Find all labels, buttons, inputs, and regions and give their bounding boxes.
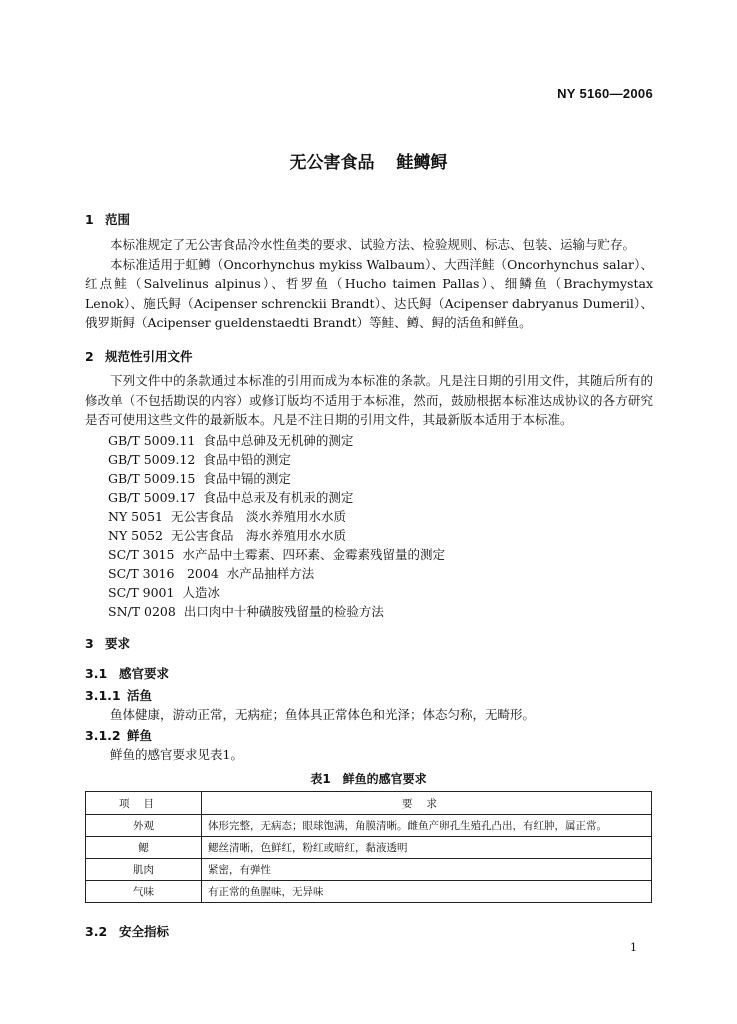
table-cell-requirement: 鳃丝清晰，色鲜红，粉红或暗红，黏液透明: [202, 837, 652, 859]
column-header-requirement: 要求: [202, 792, 652, 815]
section-number: 3: [85, 636, 94, 651]
section-title: 规范性引用文件: [105, 349, 193, 364]
table-row: [86, 815, 652, 837]
standard-number: NY 5160—2006: [557, 86, 653, 101]
reference-item: [108, 545, 445, 563]
section-title: 感官要求: [119, 666, 170, 681]
paragraph: 鱼体健康，游动正常，无病症；鱼体具正常体色和光泽；体态匀称，无畸形。: [110, 707, 536, 722]
reference-title: 食品中铅的测定: [203, 452, 291, 467]
section-number: 3.1.1: [85, 688, 121, 703]
reference-item: [108, 431, 353, 449]
reference-title: 水产品中土霉素、四环素、金霉素残留量的测定: [182, 547, 445, 562]
table-cell-requirement: 有正常的鱼腥味，无异味: [202, 881, 652, 903]
table-header-row: [86, 792, 652, 815]
reference-title: 食品中镉的测定: [203, 471, 291, 486]
table-cell-item: 鳃: [86, 837, 202, 859]
section-3-1-1-body: [85, 705, 653, 725]
reference-title: 食品中总汞及有机汞的测定: [203, 490, 354, 505]
section-1-heading: [85, 210, 130, 228]
sensory-requirements-table: [85, 791, 652, 903]
reference-item: [108, 507, 346, 525]
reference-code: SC/T 3016 2004: [108, 566, 219, 581]
reference-code: NY 5052: [108, 528, 163, 543]
section-title: 活鱼: [127, 688, 153, 703]
section-number: 3.1.2: [85, 728, 121, 743]
section-number: 3.2: [85, 924, 108, 939]
section-2-heading: [85, 347, 193, 365]
table-cell-item: 肌肉: [86, 859, 202, 881]
reference-title: 出口肉中十种磺胺残留量的检验方法: [183, 604, 384, 619]
table-row: [86, 837, 652, 859]
section-title: 范围: [105, 212, 131, 227]
reference-item: [108, 469, 291, 487]
reference-code: SC/T 3015: [108, 547, 175, 562]
page-number: 1: [630, 941, 637, 954]
reference-code: SC/T 9001: [108, 585, 175, 600]
table-row: [86, 859, 652, 881]
reference-code: SN/T 0208: [108, 604, 176, 619]
section-3-2-heading: [85, 922, 169, 940]
reference-code: GB/T 5009.15: [108, 471, 196, 486]
reference-title: 水产品抽样方法: [226, 566, 315, 581]
section-title: 鲜鱼: [127, 728, 153, 743]
section-3-1-1-heading: [85, 686, 152, 704]
reference-item: [108, 564, 314, 582]
section-title: 安全指标: [119, 924, 170, 939]
section-number: 3.1: [85, 666, 108, 681]
table-cell-requirement: 紧密，有弹性: [202, 859, 652, 881]
section-2-intro: [85, 371, 653, 430]
paragraph: 鲜鱼的感官要求见表1。: [110, 747, 243, 762]
reference-item: [108, 602, 384, 620]
section-3-1-2-body: [85, 745, 653, 765]
reference-title: 无公害食品 海水养殖用水水质: [170, 528, 346, 543]
reference-code: GB/T 5009.17: [108, 490, 196, 505]
paragraph: 下列文件中的条款通过本标准的引用而成为本标准的条款。凡是注日期的引用文件，其随后所有的修改单（不包括勘误的内容）或修订版均不适用于本标准，然而，鼓励根据本标准达成协议的各方研究是否可使用这些文件的最新版本。凡是不注日期的引用文件，其最新版本适用于本标准。: [85, 373, 653, 427]
table-cell-item: 外观: [86, 815, 202, 837]
reference-code: GB/T 5009.12: [108, 452, 196, 467]
column-header-item: 项目: [86, 792, 202, 815]
table-row: [86, 881, 652, 903]
table-cell-requirement: 体形完整，无病态；眼球饱满，角膜清晰。雌鱼产卵孔生殖孔凸出，有红肿，属正常。: [202, 815, 652, 837]
reference-title: 食品中总砷及无机砷的测定: [203, 433, 354, 448]
reference-item: [108, 488, 353, 506]
section-number: 1: [85, 212, 94, 227]
paragraph: 本标准规定了无公害食品冷水性鱼类的要求、试验方法、检验规则、标志、包装、运输与贮存。: [110, 237, 636, 252]
table-caption: 表1 鲜鱼的感官要求: [310, 772, 427, 786]
reference-item: [108, 583, 220, 601]
reference-title: 人造冰: [182, 585, 220, 600]
reference-item: [108, 450, 291, 468]
paragraph: 本标准适用于虹鳟（Oncorhynchus mykiss Walbaum）、大西洋鲑（Oncorhynchus salar）、红点鲑（Salvelinus alpinus）、哲罗鱼（Hucho taimen Pallas）、细鳞鱼（Brachymystax Lenok）、施氏鲟（Acipenser schrenckii Brandt）、达氏鲟（Acipenser dabryanus Dumeril）、俄罗斯鲟（Acipenser gueldenstaedti Brandt）等鲑、鳟、鲟的活鱼和鲜鱼。: [85, 256, 653, 330]
section-3-1-2-heading: [85, 726, 152, 744]
document-title: [0, 148, 737, 173]
title-sub: 鲑鳟鲟: [396, 153, 448, 173]
reference-title: 无公害食品 淡水养殖用水水质: [170, 509, 346, 524]
section-1-body: [85, 235, 653, 333]
reference-item: [108, 526, 346, 544]
section-number: 2: [85, 349, 94, 364]
section-title: 要求: [105, 636, 131, 651]
section-3-heading: [85, 634, 130, 652]
reference-code: NY 5051: [108, 509, 163, 524]
title-main: 无公害食品: [289, 153, 375, 173]
table-cell-item: 气味: [86, 881, 202, 903]
section-3-1-heading: [85, 664, 169, 682]
reference-code: GB/T 5009.11: [108, 433, 196, 448]
